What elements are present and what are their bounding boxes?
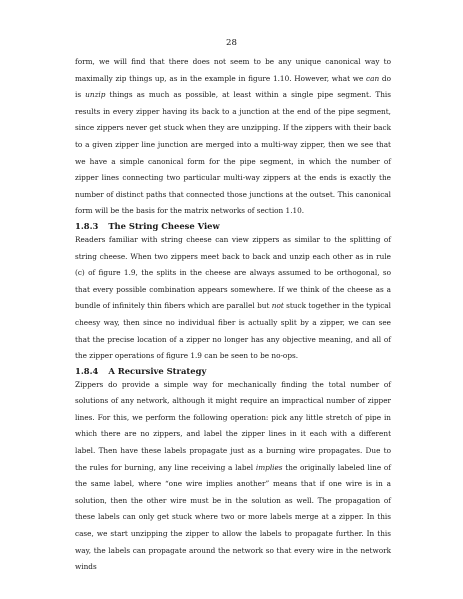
text-run: Zippers do provide a simple way for mechanically finding the total number of solutions of any network, although it might require an impractical number of zipper lines. For this, we perform the following operation: pick any little stretch of pipe in which there are no zippers, and label the zipper lines in it each with a different label. Then have these labels propagate just as a burning wire propagates. Due to the rules for burning, any line receiving a label (75, 379, 391, 472)
emphasis-text: unzip (85, 90, 106, 100)
section-title: The String Cheese View (108, 220, 220, 231)
text-run: things as much as possible, at least within a single pipe segment. This results in every zipper having its back to a junction at the end of the pipe segment, since zippers never get stuck when they are unzipping. If the zippers with their back to a given zipper line junction are merged into a multi-way zipper, then we see that we have a simple canonical form for the pipe segment, in which the number of zipper lines connecting two particular multi-way zippers at the ends is exactly the number of distinct paths that connected those junctions at the outset. This canonical form will be the basis for the matrix networks of section 1.10. (75, 90, 391, 216)
section-number: 1.8.3 (75, 220, 99, 231)
text-run: stuck together in the typical cheesy way, then since no individual fiber is actually split by a zipper, we can see that the precise location of a zipper no longer has any objective meaning, and all of the zipper operations of figure 1.9 can be seen to be no-ops. (75, 301, 391, 361)
text-run: do is (75, 73, 391, 100)
paragraph-3 (75, 377, 391, 576)
section-heading-string-cheese (75, 220, 391, 232)
text-run: form, we will find that there does not seem to be any unique canonical way to maximally zip things up, as in the example in figure 1.10. However, what we (75, 57, 391, 83)
section-title: A Recursive Strategy (108, 365, 207, 376)
section-number: 1.8.4 (75, 365, 99, 376)
paragraph-2 (75, 232, 391, 365)
text-run: the originally labeled line of the same label, where “one wire implies another” means that if one wire is in a solution, then the other wire must be in the solution as well. The propagation of these labels can only get stuck where two or more labels merge at a zipper. In this case, we start unzipping the zipper to allow the labels to propagate further. In this way, the labels can propagate around the network so that every wire in the network winds (75, 462, 391, 572)
emphasis-text: not (271, 301, 284, 311)
section-heading-recursive-strategy (75, 365, 391, 377)
emphasis-text: can (366, 73, 380, 83)
paragraph-1 (75, 54, 391, 220)
page-body (75, 54, 391, 576)
page-number: 28 (226, 38, 237, 48)
text-run: Readers familiar with string cheese can view zippers as similar to the splitting of string cheese. When two zippers meet back to back and unzip each other as in rule (c) of figure 1.9, the splits in the cheese are always assumed to be orthogonal, so that every possible combination appears somewhere. If we think of the cheese as a bundle of infinitely thin fibers which are parallel but (75, 234, 391, 311)
emphasis-text: implies (255, 462, 283, 472)
